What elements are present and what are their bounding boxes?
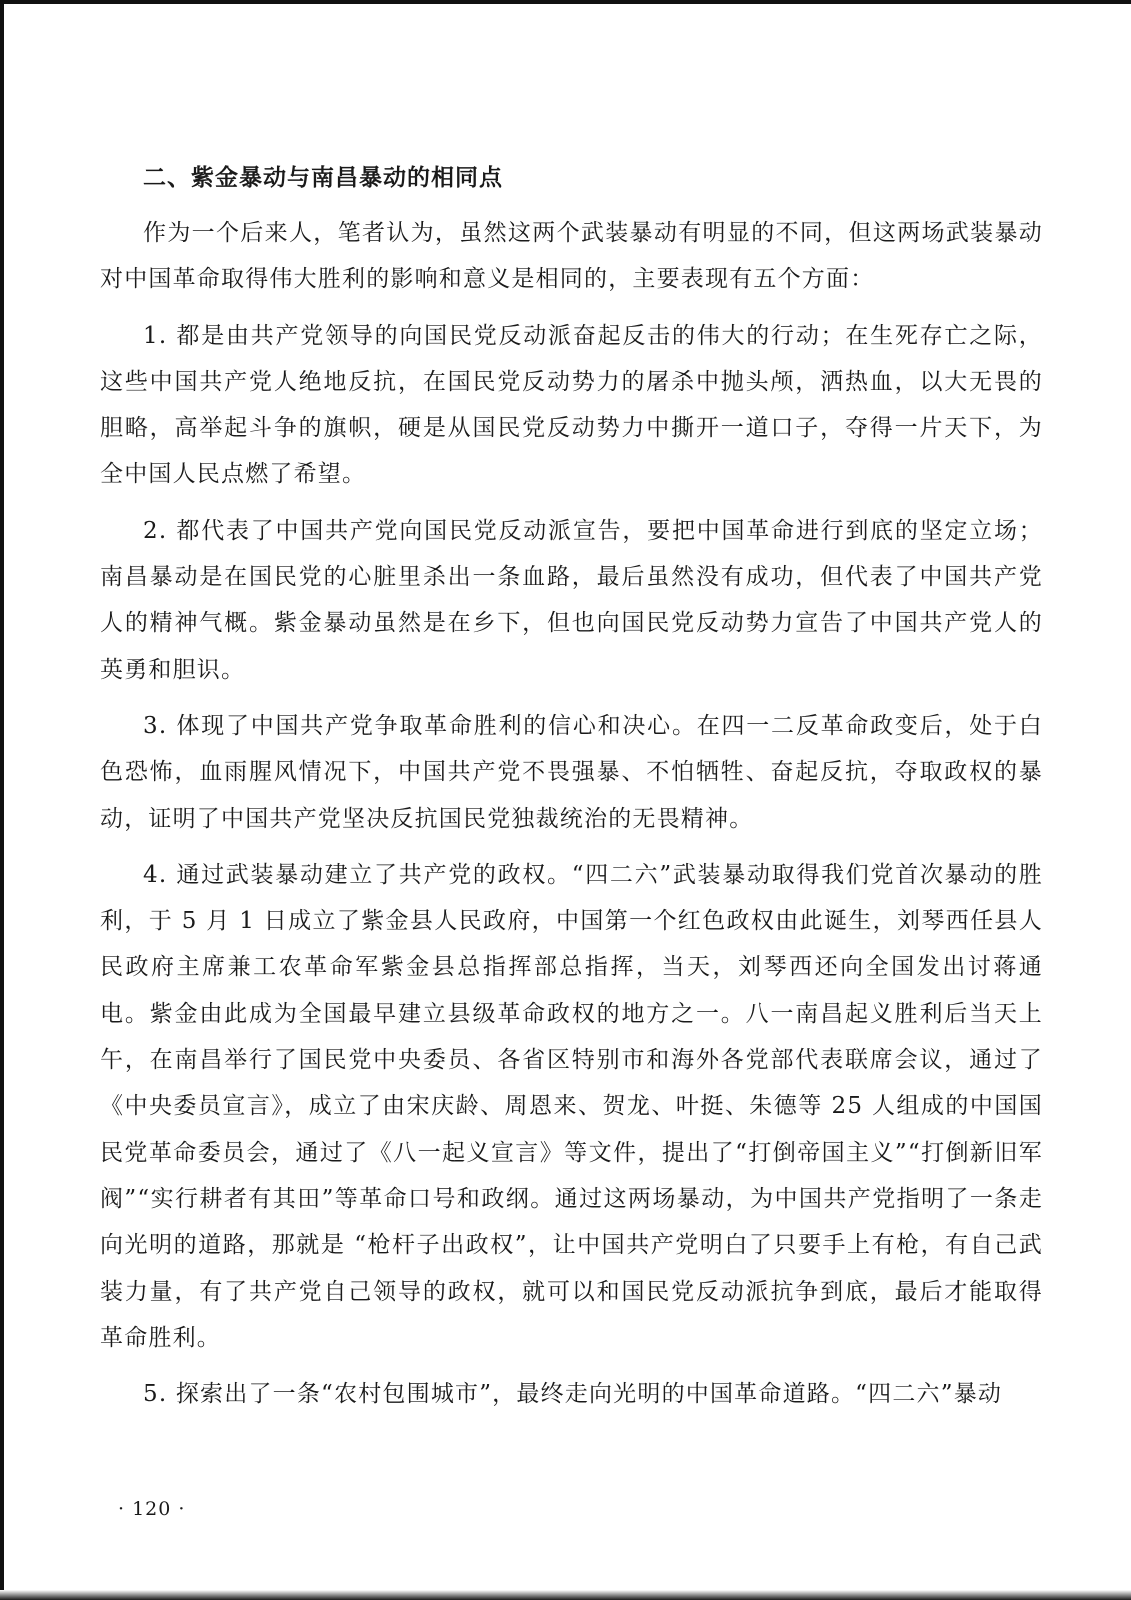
- paragraph-point-3: 3. 体现了中国共产党争取革命胜利的信心和决心。在四一二反革命政变后，处于白色恐怖，血雨腥风情况下，中国共产党不畏强暴、不怕牺牲、奋起反抗，夺取政权的暴动，证明了中国共产党坚决反抗国民党独裁统治的无畏精神。: [100, 712, 1043, 832]
- page-body: [100, 158, 1043, 1427]
- paragraph-point-2: 2. 都代表了中国共产党向国民党反动派宣告，要把中国革命进行到底的坚定立场；南昌暴动是在国民党的心脏里杀出一条血路，最后虽然没有成功，但代表了中国共产党人的精神气概。紫金暴动虽然是在乡下，但也向国民党反动势力宣告了中国共产党人的英勇和胆识。: [100, 517, 1043, 683]
- paragraph-point-5: 5. 探索出了一条“农村包围城市”，最终走向光明的中国革命道路。“四二六”暴动: [143, 1381, 1003, 1408]
- paragraph-point-1: 1. 都是由共产党领导的向国民党反动派奋起反击的伟大的行动；在生死存亡之际，这些中国共产党人绝地反抗，在国民党反动势力的屠杀中抛头颅，洒热血，以大无畏的胆略，高举起斗争的旗帜，硬是从国民党反动势力中撕开一道口子，夺得一片天下，为全中国人民点燃了希望。: [100, 322, 1043, 488]
- page-number: · 120 ·: [118, 1498, 186, 1520]
- paragraph-intro: 作为一个后来人，笔者认为，虽然这两个武装暴动有明显的不同，但这两场武装暴动对中国革命取得伟大胜利的影响和意义是相同的，主要表现有五个方面：: [100, 220, 1043, 293]
- scan-bottom-edge: [0, 1590, 1131, 1600]
- scan-left-border: [0, 0, 4, 1600]
- paragraph-point-4: 4. 通过武装暴动建立了共产党的政权。“四二六”武装暴动取得我们党首次暴动的胜利，于 5 月 1 日成立了紫金县人民政府，中国第一个红色政权由此诞生，刘琴西任县人民政府主席兼工农革命军紫金县总指挥部总指挥，当天，刘琴西还向全国发出讨蒋通电。紫金由此成为全国最早建立县级革命政权的地方之一。八一南昌起义胜利后当天上午，在南昌举行了国民党中央委员、各省区特别市和海外各党部代表联席会议，通过了《中央委员宣言》，成立了由宋庆龄、周恩来、贺龙、叶挺、朱德等 25 人组成的中国国民党革命委员会，通过了《八一起义宣言》等文件，提出了“打倒帝国主义”“打倒新旧军阀”“实行耕者有其田”等革命口号和政纲。通过这两场暴动，为中国共产党指明了一条走向光明的道路，那就是 “枪杆子出政权”，让中国共产党明白了只要手上有枪，有自己武装力量，有了共产党自己领导的政权，就可以和国民党反动派抗争到底，最后才能取得革命胜利。: [100, 861, 1043, 1351]
- scan-top-border: [0, 0, 1131, 4]
- section-heading: 二、紫金暴动与南昌暴动的相同点: [143, 165, 503, 191]
